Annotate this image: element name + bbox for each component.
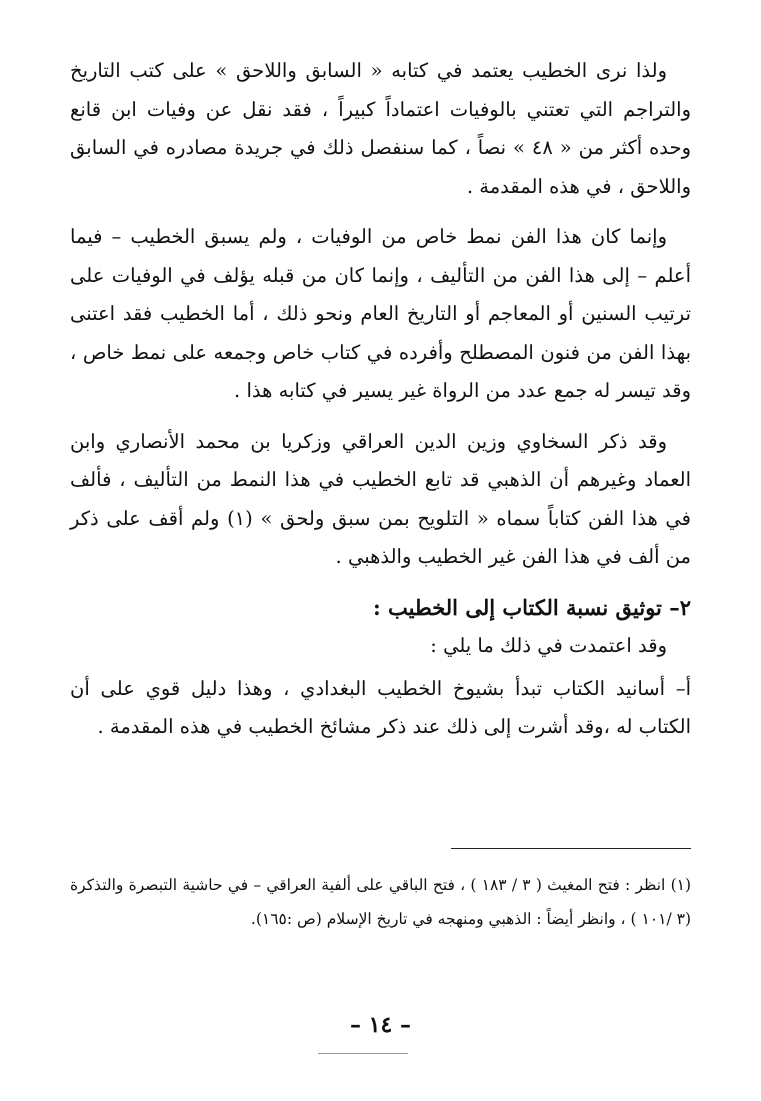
footnote-separator bbox=[451, 848, 691, 849]
list-item-a: أ– أسانيد الكتاب تبدأ بشيوخ الخطيب البغدادي ، وهذا دليل قوي على أن الكتاب له ،وقد أشرت إلى ذلك عند ذكر مشائخ الخطيب في هذه المقدمة . bbox=[70, 676, 691, 738]
bottom-rule bbox=[318, 1053, 408, 1054]
paragraph-3: وقد ذكر السخاوي وزين الدين العراقي وزكريا بن محمد الأنصاري وابن العماد وغيرهم أن الذهبي قد تابع الخطيب في هذا النمط من التأليف ، فألف في هذا الفن كتاباً سماه « التلويح بمن سبق ولحق » (١) ولم أقف على ذكر من ألف في هذا الفن غير الخطيب والذهبي . bbox=[70, 429, 691, 568]
intro-line: وقد اعتمدت في ذلك ما يلي : bbox=[430, 634, 667, 657]
section-heading: ٢– توثيق نسبة الكتاب إلى الخطيب : bbox=[372, 594, 691, 620]
page-number: – ١٤ – bbox=[350, 1012, 411, 1038]
footnotes bbox=[70, 868, 691, 936]
footnote-1: (١) انظر : فتح المغيث ( ٣ / ١٨٣ ) ، فتح الباقي على ألفية العراقي – في حاشية التبصرة والتذكرة (٣ /١٠١ ) ، وانظر أيضاً : الذهبي ومنهجه في تاريخ الإسلام (ص :١٦٥). bbox=[70, 876, 692, 928]
main-text bbox=[70, 52, 691, 759]
paragraph-1: ولذا نرى الخطيب يعتمد في كتابه « السابق واللاحق » على كتب التاريخ والتراجم التي تعتني بالوفيات اعتماداً كبيراً ، فقد نقل عن وفيات ابن قانع وحده أكثر من « ٤٨ » نصاً ، كما سنفصل ذلك في جريدة مصادره في السابق واللاحق ، في هذه المقدمة . bbox=[70, 59, 692, 198]
paragraph-2: وإنما كان هذا الفن نمط خاص من الوفيات ، ولم يسبق الخطيب – فيما أعلم – إلى هذا الفن من التأليف ، وإنما كان من قبله يؤلف في الوفيات على ترتيب السنين أو المعاجم أو التاريخ العام ونحو ذلك ، أما الخطيب فقد اعتنى بهذا الفن من فنون المصطلح وأفرده في كتاب خاص وجمعه على نمط خاص ، وقد تيسر له جمع عدد من الرواة غير يسير في كتابه هذا . bbox=[70, 225, 691, 402]
